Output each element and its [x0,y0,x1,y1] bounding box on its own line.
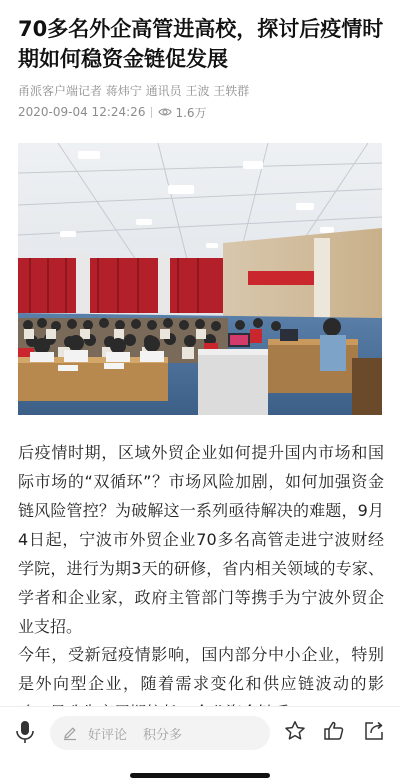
microphone-icon[interactable] [14,719,36,745]
article-paragraph: 今年，受新冠疫情影响，国内部分中小企业，特别是外向型企业，随着需求变化和供应链波动的影 [18,645,384,693]
meta-divider [151,107,152,118]
publish-date: 2020-09-04 12:24:26 [18,105,146,119]
bottom-action-bar [0,706,400,784]
article-paragraph: 后疫情时期，区域外贸企业如何提升国内市场和国际市场的“双循环”？市场风险加剧，如何加强资金链风险管控？为破解这一系列亟待解决的难题，9月4日起，宁波市外贸企业70多名高管走进宁波财经学院，进行为期3天的研修，省内相关领域的专家、学者和企业家，政府主管部门等携手为宁波外贸企业支招。 [18,443,384,636]
article-meta [18,103,384,121]
thumbs-up-icon[interactable] [322,719,346,743]
article-title: 70多名外企高管进高校，探讨后疫情时期如何稳资金链促发展 [18,17,384,71]
star-icon[interactable] [283,719,307,743]
pencil-icon [62,725,78,741]
home-indicator [130,773,270,778]
share-icon[interactable] [362,719,386,743]
article-byline: 甬派客户端记者 蒋炜宁 通讯员 王波 王轶群 [18,84,250,98]
article-photo[interactable] [18,143,382,415]
view-count: 1.6万 [175,105,207,120]
comment-input[interactable] [50,716,270,750]
eye-icon [158,107,172,117]
comment-placeholder: 好评论 [88,727,128,743]
points-hint: 积分多 [143,727,183,743]
